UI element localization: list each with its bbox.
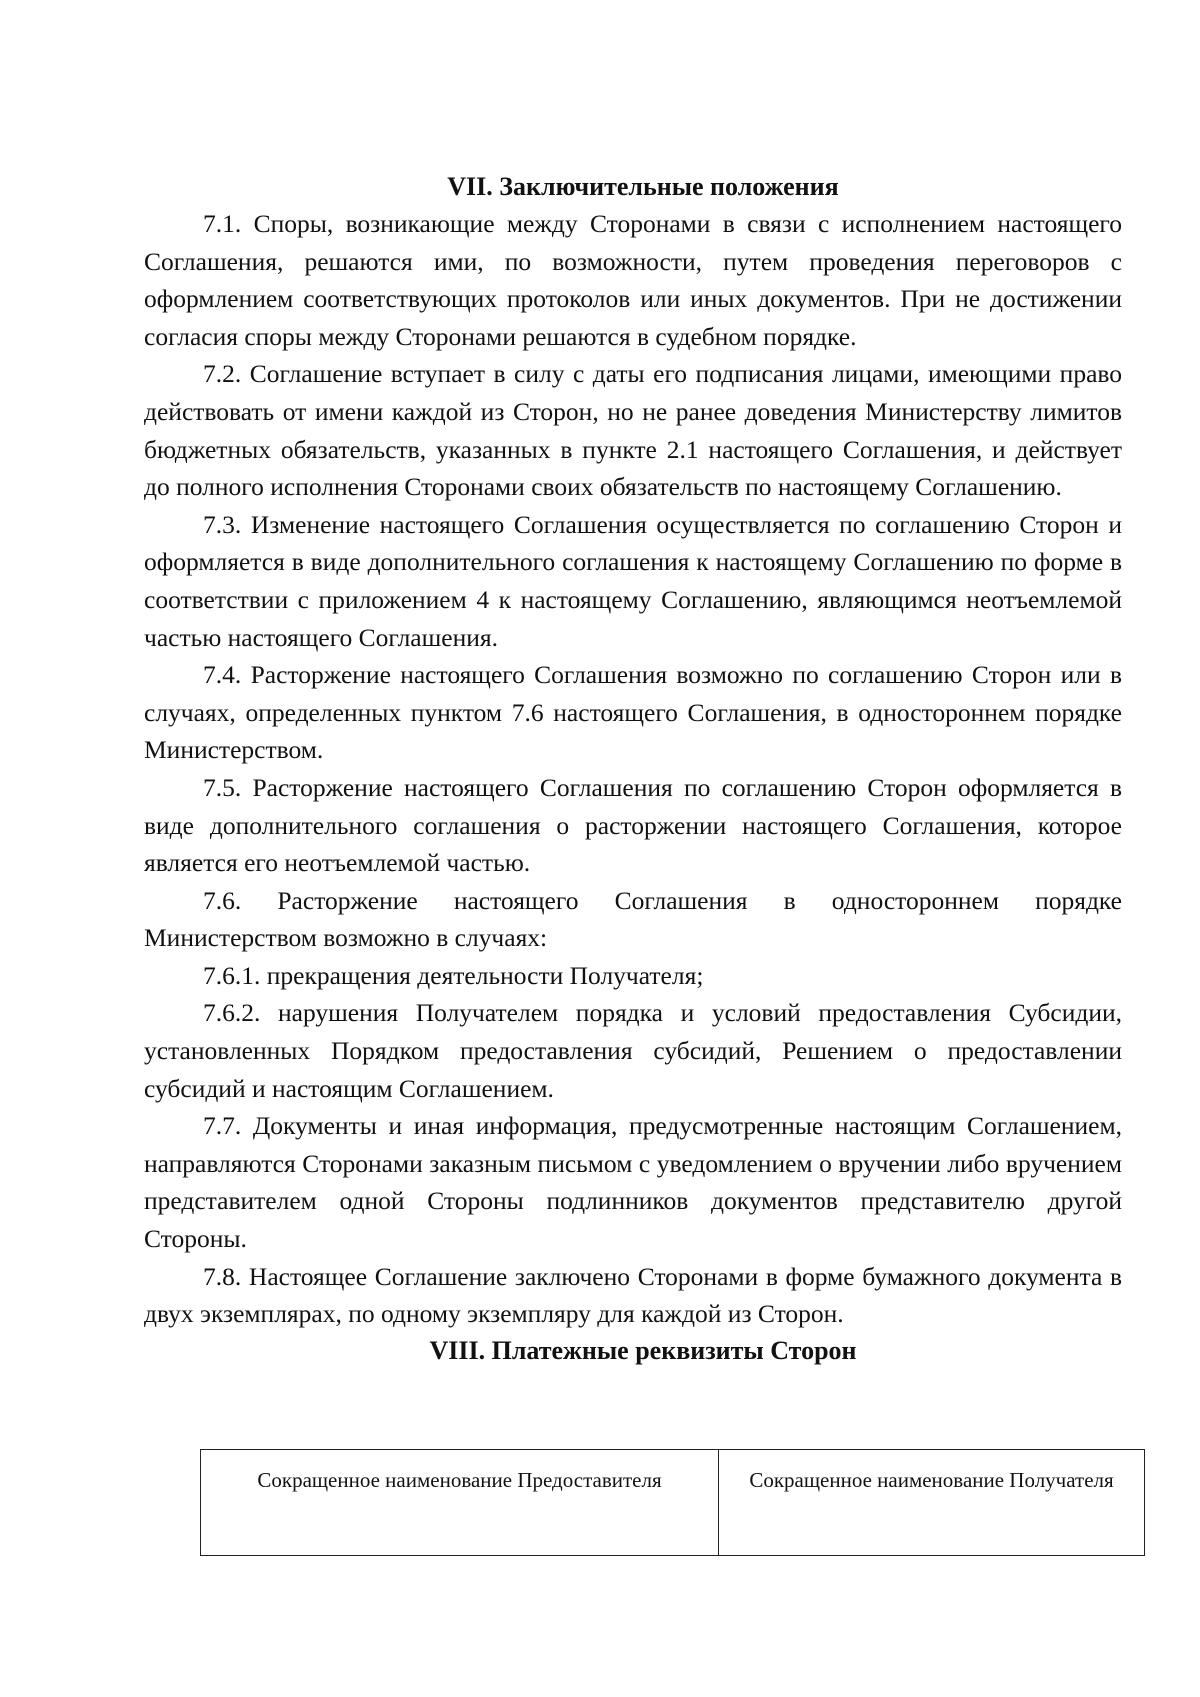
paragraph-7-6-1: 7.6.1. прекращения деятельности Получателя; (203, 960, 704, 990)
paragraph-7-4: 7.4. Расторжение настоящего Соглашения возможно по соглашению Сторон или в случаях, определенных пунктом 7.6 настоящего Соглашения, в одностороннем порядке Министерством. (144, 660, 1122, 765)
section-7-title: VII. Заключительные положения (447, 172, 839, 201)
requisites-table (200, 1449, 1145, 1556)
paragraph-7-3: 7.3. Изменение настоящего Соглашения осуществляется по соглашению Сторон и оформляется в виде дополнительного соглашения к настоящему Соглашению по форме в соответствии с приложением 4 к настоящему Соглашению, являющимся неотъемлемой частью настоящего Соглашения. (144, 509, 1122, 652)
paragraph-7-5: 7.5. Расторжение настоящего Соглашения по соглашению Сторон оформляется в виде дополнительного соглашения о расторжении настоящего Соглашения, которое является его неотъемлемой частью. (144, 772, 1122, 878)
paragraph-7-8: 7.8. Настоящее Соглашение заключено Сторонами в форме бумажного документа в двух экземплярах, по одному экземпляру для каждой из Сторон. (144, 1261, 1122, 1329)
document-body (144, 168, 1122, 1369)
paragraph-7-2: 7.2. Соглашение вступает в силу с даты его подписания лицами, имеющими право действовать от имени каждой из Сторон, но не ранее доведения Министерству лимитов бюджетных обязательств, указанных в пункте 2.1 настоящего Соглашения, и действует до полного исполнения Сторонами своих обязательств по настоящему Соглашению. (144, 359, 1122, 502)
paragraph-7-6-2: 7.6.2. нарушения Получателем порядка и условий предоставления Субсидии, установленных Порядком предоставления субсидий, Решением о предоставлении субсидий и настоящим Соглашением. (144, 998, 1122, 1103)
provider-name-cell: Сокращенное наименование Предоставителя (201, 1450, 719, 1556)
section-8-title: VIII. Платежные реквизиты Сторон (429, 1335, 857, 1365)
recipient-name-cell: Сокращенное наименование Получателя (719, 1450, 1145, 1556)
paragraph-7-7: 7.7. Документы и иная информация, предусмотренные настоящим Соглашением, направляются Сторонами заказным письмом с уведомлением о вручении либо вручением представителем одной Стороны подлинников документов представителю другой Стороны. (144, 1111, 1122, 1254)
paragraph-7-6: 7.6. Расторжение настоящего Соглашения в одностороннем порядке Министерством возможно в случаях: (144, 885, 1122, 953)
table-row (201, 1450, 1145, 1556)
paragraph-7-1: 7.1. Споры, возникающие между Сторонами в связи с исполнением настоящего Соглашения, решаются ими, по возможности, путем проведения переговоров с оформлением соответствующих протоколов или иных документов. При не достижении согласия споры между Сторонами решаются в судебном порядке. (144, 209, 1122, 351)
